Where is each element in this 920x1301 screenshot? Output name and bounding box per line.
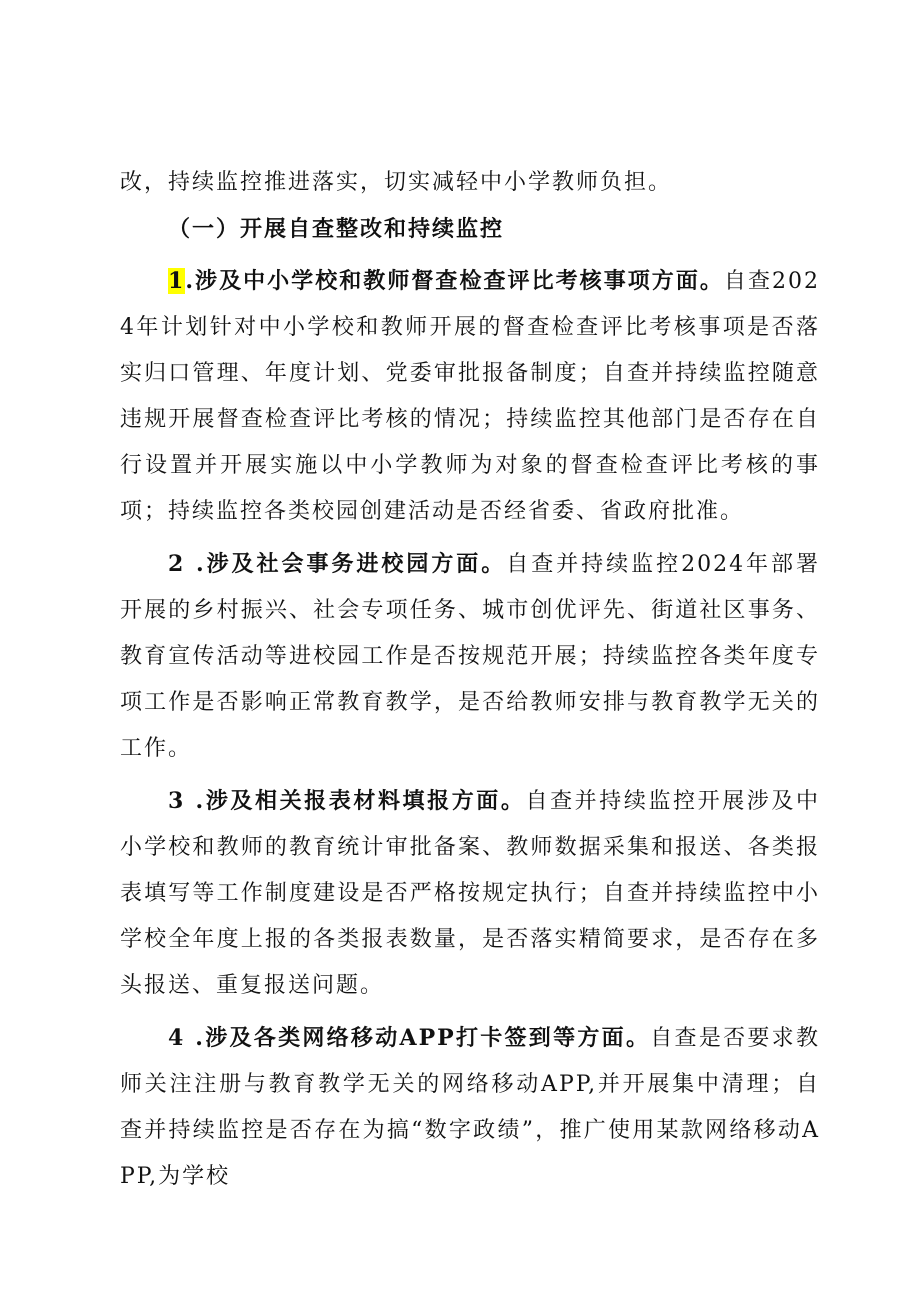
item-4-title: 涉及各类网络移动APP打卡签到等方面。 xyxy=(204,1025,651,1051)
item-4-number: 4 xyxy=(168,1025,186,1051)
item-3-body: 自查并持续监控开展涉及中小学校和教师的教育统计审批备案、教师数据采集和报送、各类报表填写等工作制度建设是否严格按规定执行；自查并持续监控中小学校全年度上报的各类报表数量，是否落实精简要求，是否存在多头报送、重复报送问题。 xyxy=(120,789,820,998)
item-4-body: 自查是否要求教师关注注册与教育教学无关的网络移动APP,并开展集中清理；自查并持续监控是否存在为搞“数字政绩”，推广使用某款网络移动APP,为学校 xyxy=(120,1026,820,1189)
item-3-number: 3 xyxy=(168,788,186,814)
section-heading: （一）开展自查整改和持续监控 xyxy=(168,216,505,242)
item-2-number: 2 xyxy=(168,551,186,577)
item-1-body: 自查2024年计划针对中小学校和教师开展的督查检查评比考核事项是否落实归口管理、年度计划、党委审批报备制度；自查并持续监控随意违规开展督查检查评比考核的情况；持续监控其他部门是否存在自行设置并开展实施以中小学教师为对象的督查检查评比考核的事项；持续监控各类校园创建活动是否经省委、省政府批准。 xyxy=(120,269,820,524)
continuation-paragraph: 改，持续监控推进落实，切实减轻中小学教师负担。 xyxy=(120,170,673,195)
item-2-marker: . xyxy=(185,551,206,577)
item-2-heading xyxy=(168,551,506,577)
item-4-heading xyxy=(168,1025,650,1051)
item-1-number: 1 xyxy=(168,268,186,294)
item-3-heading xyxy=(168,788,526,814)
item-1-marker: . xyxy=(185,268,195,294)
item-1-title: 涉及中小学校和教师督查检查评比考核事项方面。 xyxy=(194,268,724,294)
item-1-paragraph xyxy=(120,258,820,535)
item-3-marker: . xyxy=(185,788,206,814)
item-4-marker: . xyxy=(185,1025,205,1051)
item-3-title: 涉及相关报表材料填报方面。 xyxy=(205,788,526,814)
item-2-title: 涉及社会事务进校园方面。 xyxy=(205,551,507,577)
item-3-paragraph xyxy=(120,778,820,1009)
item-4-paragraph xyxy=(120,1015,820,1200)
item-1-heading xyxy=(168,268,724,294)
document-body xyxy=(120,160,820,1200)
item-2-body: 自查并持续监控2024年部署开展的乡村振兴、社会专项任务、城市创优评先、街道社区事务、教育宣传活动等进校园工作是否按规范开展；持续监控各类年度专项工作是否影响正常教育教学，是否给教师安排与教育教学无关的工作。 xyxy=(120,552,820,761)
item-2-paragraph xyxy=(120,541,820,772)
